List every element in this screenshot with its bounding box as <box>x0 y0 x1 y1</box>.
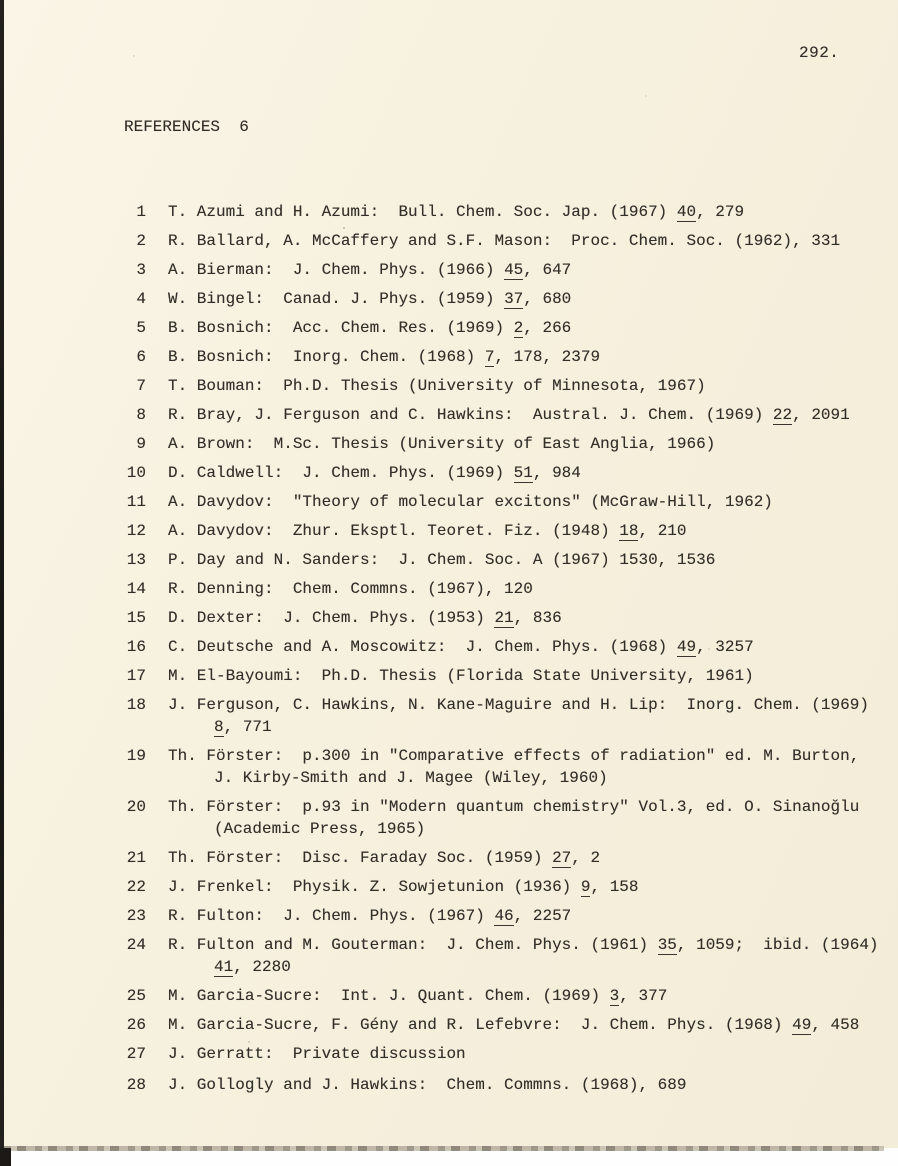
reference-number: 22 <box>126 878 146 896</box>
text-segment: J. Frenkel: Physik. Z. Sowjetunion (1936) <box>168 878 581 896</box>
text-segment: A. Davydov: Zhur. Eksptl. Teoret. Fiz. (1948) <box>168 522 620 540</box>
reference-line <box>168 230 898 252</box>
text-segment: J. Gollogly and J. Hawkins: Chem. Commns. (1968), 689 <box>168 1076 687 1094</box>
reference-row <box>124 665 898 687</box>
reference-text <box>168 375 898 397</box>
scanner-background <box>4 1151 898 1166</box>
volume-number: 8 <box>214 718 224 736</box>
reference-number: 15 <box>126 609 146 627</box>
references-list <box>124 201 898 1103</box>
text-segment: M. Garcia-Sucre, F. Gény and R. Lefebvre: J. Chem. Phys. (1968) <box>168 1016 793 1034</box>
reference-text <box>168 876 898 898</box>
reference-number: 18 <box>126 696 146 714</box>
text-segment: Th. Förster: p.300 in "Comparative effects of radiation" ed. M. Burton, <box>168 747 860 765</box>
volume-number: 46 <box>494 907 514 925</box>
reference-number: 23 <box>126 907 146 925</box>
reference-line <box>168 745 898 767</box>
text-segment: , 2 <box>571 849 601 867</box>
reference-number: 9 <box>136 435 146 453</box>
reference-row <box>124 934 898 978</box>
volume-number: 3 <box>609 987 620 1005</box>
reference-number: 10 <box>126 464 146 482</box>
reference-line <box>168 636 898 658</box>
reference-number: 20 <box>126 798 146 816</box>
reference-line <box>168 520 898 542</box>
text-segment: R. Fulton and M. Gouterman: J. Chem. Phys. (1961) <box>168 936 658 954</box>
reference-text <box>168 745 898 789</box>
reference-text <box>168 433 898 455</box>
text-segment: P. Day and N. Sanders: J. Chem. Soc. A (1967) 1530, 1536 <box>168 551 716 569</box>
reference-row <box>124 433 898 455</box>
reference-row <box>124 288 898 310</box>
volume-number: 22 <box>772 406 793 424</box>
reference-line <box>168 767 898 789</box>
volume-number: 49 <box>676 638 697 656</box>
reference-row <box>124 491 898 513</box>
text-segment: M. Garcia-Sucre: Int. J. Quant. Chem. (1969) <box>168 987 610 1005</box>
reference-text <box>168 796 898 840</box>
reference-number: 2 <box>136 232 146 250</box>
text-segment: W. Bingel: Canad. J. Phys. (1959) <box>168 290 505 308</box>
reference-line <box>168 876 898 898</box>
reference-row <box>124 796 898 840</box>
reference-text <box>168 607 898 629</box>
text-segment: , 984 <box>532 464 581 482</box>
text-segment: , 178, 2379 <box>494 348 601 366</box>
reference-text <box>168 665 898 687</box>
reference-number: 7 <box>136 377 146 395</box>
text-segment: Th. Förster: p.93 in "Modern quantum chemistry" Vol.3, ed. O. Sinanoğlu <box>168 798 860 816</box>
reference-line <box>168 1014 898 1036</box>
reference-number: 4 <box>136 290 146 308</box>
volume-number: 51 <box>513 464 533 482</box>
reference-row <box>124 607 898 629</box>
volume-number: 41 <box>214 958 234 976</box>
page-number: 292. <box>799 44 840 62</box>
text-segment: B. Bosnich: Inorg. Chem. (1968) <box>168 348 485 366</box>
reference-number: 19 <box>126 747 146 765</box>
reference-line <box>168 259 898 281</box>
reference-row <box>124 694 898 738</box>
reference-number: 16 <box>126 638 146 656</box>
text-segment: J. Kirby-Smith and J. Magee (Wiley, 1960) <box>214 769 608 787</box>
reference-text <box>168 636 898 658</box>
reference-text <box>168 985 898 1007</box>
text-segment: T. Azumi and H. Azumi: Bull. Chem. Soc. Jap. (1967) <box>168 203 677 221</box>
reference-row <box>124 1074 898 1096</box>
reference-number: 6 <box>136 348 146 366</box>
reference-number: 3 <box>136 261 146 279</box>
reference-line <box>168 905 898 927</box>
reference-number: 1 <box>136 203 146 221</box>
reference-number: 26 <box>126 1016 146 1034</box>
text-segment: , 3257 <box>696 638 754 656</box>
reference-row <box>124 404 898 426</box>
text-segment: A. Davydov: "Theory of molecular excitons" (McGraw-Hill, 1962) <box>168 493 773 511</box>
reference-row <box>124 230 898 252</box>
text-segment: , 158 <box>590 878 639 896</box>
reference-row <box>124 201 898 223</box>
text-segment: M. El-Bayoumi: Ph.D. Thesis (Florida State University, 1961) <box>168 667 754 685</box>
reference-text <box>168 1074 898 1096</box>
reference-text <box>168 1014 898 1036</box>
reference-row <box>124 578 898 600</box>
reference-text <box>168 201 898 223</box>
reference-number: 11 <box>126 493 146 511</box>
reference-line <box>168 462 898 484</box>
text-segment: , 377 <box>619 987 668 1005</box>
text-segment: , 1059; ibid. (1964) <box>676 936 879 954</box>
volume-number: 49 <box>792 1016 812 1034</box>
reference-row <box>124 317 898 339</box>
reference-line <box>168 317 898 339</box>
text-segment: R. Ballard, A. McCaffery and S.F. Mason: Proc. Chem. Soc. (1962), 331 <box>168 232 841 250</box>
reference-line <box>168 607 898 629</box>
reference-line <box>168 201 898 223</box>
reference-row <box>124 1014 898 1036</box>
text-segment: , 647 <box>523 261 572 279</box>
reference-text <box>168 1043 898 1065</box>
reference-row <box>124 847 898 869</box>
reference-number: 25 <box>126 987 146 1005</box>
text-segment: R. Denning: Chem. Commns. (1967), 120 <box>168 580 533 598</box>
text-segment: , 458 <box>811 1016 860 1034</box>
reference-line <box>168 985 898 1007</box>
reference-line <box>168 796 898 818</box>
text-segment: D. Caldwell: J. Chem. Phys. (1969) <box>168 464 514 482</box>
reference-number: 17 <box>126 667 146 685</box>
text-segment: R. Fulton: J. Chem. Phys. (1967) <box>168 907 495 925</box>
reference-text <box>168 346 898 368</box>
section-heading: REFERENCES 6 <box>124 118 249 136</box>
reference-row <box>124 259 898 281</box>
reference-line <box>168 549 898 571</box>
reference-text <box>168 905 898 927</box>
text-segment: C. Deutsche and A. Moscowitz: J. Chem. Phys. (1968) <box>168 638 677 656</box>
reference-number: 24 <box>126 936 146 954</box>
reference-number: 21 <box>126 849 146 867</box>
reference-row <box>124 876 898 898</box>
reference-row <box>124 745 898 789</box>
reference-row <box>124 346 898 368</box>
reference-line <box>168 934 898 956</box>
text-segment: , 2091 <box>792 406 850 424</box>
text-segment: A. Brown: M.Sc. Thesis (University of East Anglia, 1966) <box>168 435 716 453</box>
reference-number: 28 <box>126 1076 146 1094</box>
volume-number: 21 <box>494 609 514 627</box>
text-segment: , 2257 <box>513 907 572 925</box>
scan-corner-bottom-left <box>0 1148 11 1166</box>
reference-line <box>168 694 898 716</box>
reference-text <box>168 578 898 600</box>
reference-row <box>124 636 898 658</box>
text-segment: D. Dexter: J. Chem. Phys. (1953) <box>168 609 495 627</box>
text-segment: , 279 <box>696 203 745 221</box>
text-segment: , 266 <box>523 319 572 337</box>
text-segment: , 836 <box>513 609 562 627</box>
reference-number: 13 <box>126 551 146 569</box>
reference-line <box>168 818 898 840</box>
reference-line <box>168 346 898 368</box>
reference-text <box>168 520 898 542</box>
volume-number: 9 <box>580 878 591 896</box>
reference-text <box>168 549 898 571</box>
reference-text <box>168 317 898 339</box>
reference-line <box>168 375 898 397</box>
volume-number: 35 <box>657 936 677 954</box>
volume-number: 2 <box>513 319 524 337</box>
text-segment: T. Bouman: Ph.D. Thesis (University of Minnesota, 1967) <box>168 377 706 395</box>
reference-line <box>168 578 898 600</box>
text-segment: J. Gerratt: Private discussion <box>168 1045 466 1063</box>
text-segment: , 771 <box>223 718 272 736</box>
reference-line <box>168 433 898 455</box>
reference-number: 8 <box>136 406 146 424</box>
reference-text <box>168 230 898 252</box>
reference-row <box>124 1043 898 1065</box>
text-segment: , 680 <box>523 290 572 308</box>
text-segment: B. Bosnich: Acc. Chem. Res. (1969) <box>168 319 514 337</box>
volume-number: 27 <box>552 849 572 867</box>
text-segment: (Academic Press, 1965) <box>214 820 426 838</box>
reference-text <box>168 694 898 738</box>
text-segment: A. Bierman: J. Chem. Phys. (1966) <box>168 261 505 279</box>
text-segment: J. Ferguson, C. Hawkins, N. Kane-Maguire and H. Lip: Inorg. Chem. (1969) <box>168 696 869 714</box>
volume-number: 40 <box>676 203 697 221</box>
reference-line <box>168 847 898 869</box>
reference-text <box>168 259 898 281</box>
reference-number: 27 <box>126 1045 146 1063</box>
reference-line <box>168 288 898 310</box>
reference-text <box>168 288 898 310</box>
text-segment: Th. Förster: Disc. Faraday Soc. (1959) <box>168 849 553 867</box>
text-segment: R. Bray, J. Ferguson and C. Hawkins: Austral. J. Chem. (1969) <box>168 406 773 424</box>
reference-text <box>168 491 898 513</box>
reference-number: 12 <box>126 522 146 540</box>
reference-text <box>168 934 898 978</box>
volume-number: 37 <box>504 290 524 308</box>
reference-line <box>168 491 898 513</box>
volume-number: 7 <box>484 348 495 366</box>
reference-number: 5 <box>136 319 146 337</box>
text-segment: , 210 <box>638 522 687 540</box>
reference-row <box>124 549 898 571</box>
scanned-page <box>4 0 898 1148</box>
reference-row <box>124 905 898 927</box>
reference-number: 14 <box>126 580 146 598</box>
reference-line <box>168 1074 898 1096</box>
reference-row <box>124 520 898 542</box>
reference-line <box>168 956 898 978</box>
reference-line <box>168 404 898 426</box>
reference-text <box>168 404 898 426</box>
reference-line <box>168 1043 898 1065</box>
volume-number: 18 <box>619 522 639 540</box>
reference-row <box>124 985 898 1007</box>
reference-text <box>168 847 898 869</box>
reference-row <box>124 375 898 397</box>
reference-line <box>168 716 898 738</box>
reference-text <box>168 462 898 484</box>
reference-line <box>168 665 898 687</box>
reference-row <box>124 462 898 484</box>
text-segment: , 2280 <box>233 958 291 976</box>
volume-number: 45 <box>504 261 524 279</box>
